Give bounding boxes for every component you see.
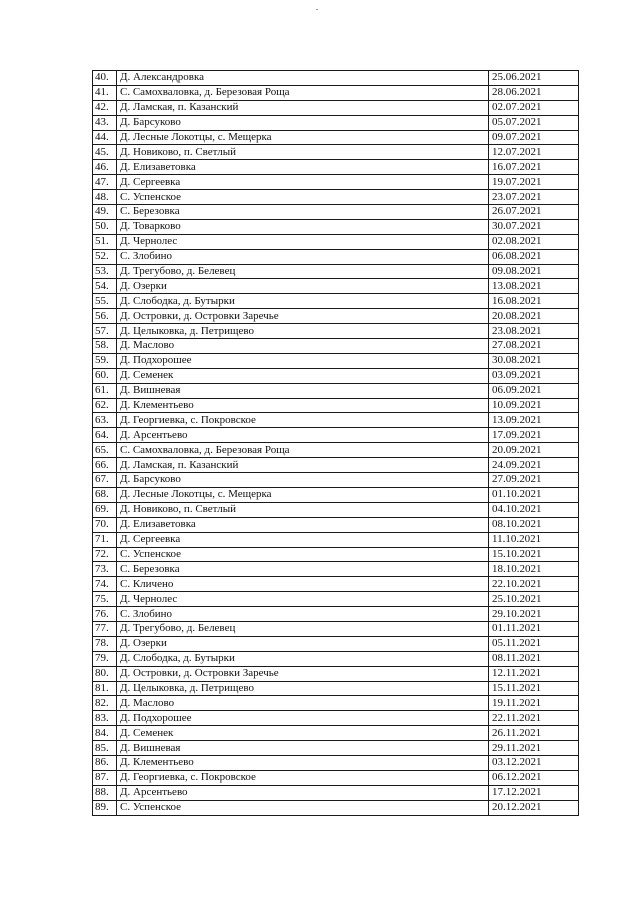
- table-row: [93, 770, 579, 785]
- row-number: 72.: [93, 547, 117, 562]
- row-date: 01.11.2021: [489, 621, 579, 636]
- row-place: С. Самохваловка, д. Березовая Роща: [117, 85, 489, 100]
- row-date: 06.09.2021: [489, 383, 579, 398]
- row-number: 45.: [93, 145, 117, 160]
- row-place: Д. Товарково: [117, 219, 489, 234]
- table-row: [93, 413, 579, 428]
- row-date: 18.10.2021: [489, 562, 579, 577]
- row-date: 23.08.2021: [489, 324, 579, 339]
- row-date: 04.10.2021: [489, 502, 579, 517]
- row-number: 71.: [93, 532, 117, 547]
- row-date: 10.09.2021: [489, 398, 579, 413]
- row-number: 80.: [93, 666, 117, 681]
- row-place: Д. Георгиевка, с. Покровское: [117, 770, 489, 785]
- row-date: 03.12.2021: [489, 755, 579, 770]
- schedule-rows: [93, 71, 579, 816]
- row-number: 62.: [93, 398, 117, 413]
- row-place: Д. Слободка, д. Бутырки: [117, 651, 489, 666]
- row-number: 89.: [93, 800, 117, 815]
- schedule-table: [92, 70, 579, 816]
- row-place: Д. Клементьево: [117, 755, 489, 770]
- row-place: С. Злобино: [117, 607, 489, 622]
- row-place: Д. Подхорошее: [117, 353, 489, 368]
- row-place: Д. Целыковка, д. Петрищево: [117, 681, 489, 696]
- row-number: 65.: [93, 443, 117, 458]
- row-date: 25.10.2021: [489, 592, 579, 607]
- table-row: [93, 71, 579, 86]
- table-row: [93, 130, 579, 145]
- row-place: Д. Сергеевка: [117, 532, 489, 547]
- row-number: 47.: [93, 175, 117, 190]
- row-date: 19.07.2021: [489, 175, 579, 190]
- table-row: [93, 100, 579, 115]
- table-row: [93, 592, 579, 607]
- row-date: 22.11.2021: [489, 711, 579, 726]
- row-number: 85.: [93, 741, 117, 756]
- table-row: [93, 741, 579, 756]
- row-number: 50.: [93, 219, 117, 234]
- row-number: 67.: [93, 473, 117, 488]
- row-place: Д. Ламская, п. Казанский: [117, 100, 489, 115]
- row-place: Д. Арсентьево: [117, 785, 489, 800]
- row-date: 29.11.2021: [489, 741, 579, 756]
- row-number: 52.: [93, 249, 117, 264]
- row-place: С. Березовка: [117, 562, 489, 577]
- row-place: Д. Озерки: [117, 279, 489, 294]
- row-date: 20.09.2021: [489, 443, 579, 458]
- row-number: 53.: [93, 264, 117, 279]
- row-place: Д. Островки, д. Островки Заречье: [117, 309, 489, 324]
- table-row: [93, 577, 579, 592]
- row-date: 02.08.2021: [489, 234, 579, 249]
- table-row: [93, 517, 579, 532]
- row-number: 58.: [93, 339, 117, 354]
- row-date: 20.08.2021: [489, 309, 579, 324]
- table-row: [93, 383, 579, 398]
- row-date: 26.11.2021: [489, 726, 579, 741]
- row-place: Д. Барсуково: [117, 473, 489, 488]
- table-row: [93, 368, 579, 383]
- row-number: 49.: [93, 205, 117, 220]
- row-number: 55.: [93, 294, 117, 309]
- table-row: [93, 458, 579, 473]
- row-place: Д. Ламская, п. Казанский: [117, 458, 489, 473]
- row-place: Д. Островки, д. Островки Заречье: [117, 666, 489, 681]
- table-row: [93, 800, 579, 815]
- row-date: 02.07.2021: [489, 100, 579, 115]
- table-row: [93, 726, 579, 741]
- row-number: 88.: [93, 785, 117, 800]
- row-date: 27.09.2021: [489, 473, 579, 488]
- table-row: [93, 145, 579, 160]
- table-row: [93, 443, 579, 458]
- row-place: Д. Маслово: [117, 339, 489, 354]
- row-date: 03.09.2021: [489, 368, 579, 383]
- table-row: [93, 785, 579, 800]
- row-date: 13.08.2021: [489, 279, 579, 294]
- table-row: [93, 309, 579, 324]
- row-number: 76.: [93, 607, 117, 622]
- row-date: 05.11.2021: [489, 636, 579, 651]
- row-number: 60.: [93, 368, 117, 383]
- row-date: 06.12.2021: [489, 770, 579, 785]
- table-row: [93, 487, 579, 502]
- row-date: 01.10.2021: [489, 487, 579, 502]
- row-date: 12.11.2021: [489, 666, 579, 681]
- row-place: Д. Арсентьево: [117, 428, 489, 443]
- table-row: [93, 219, 579, 234]
- table-row: [93, 473, 579, 488]
- row-number: 86.: [93, 755, 117, 770]
- row-number: 51.: [93, 234, 117, 249]
- row-place: Д. Александровка: [117, 71, 489, 86]
- row-place: Д. Слободка, д. Бутырки: [117, 294, 489, 309]
- table-row: [93, 398, 579, 413]
- row-number: 46.: [93, 160, 117, 175]
- row-date: 28.06.2021: [489, 85, 579, 100]
- row-number: 74.: [93, 577, 117, 592]
- row-place: Д. Чернолес: [117, 234, 489, 249]
- row-place: С. Самохваловка, д. Березовая Роща: [117, 443, 489, 458]
- table-row: [93, 279, 579, 294]
- row-number: 66.: [93, 458, 117, 473]
- row-date: 15.11.2021: [489, 681, 579, 696]
- table-row: [93, 339, 579, 354]
- row-number: 56.: [93, 309, 117, 324]
- row-date: 05.07.2021: [489, 115, 579, 130]
- row-number: 77.: [93, 621, 117, 636]
- row-date: 19.11.2021: [489, 696, 579, 711]
- row-number: 57.: [93, 324, 117, 339]
- row-number: 78.: [93, 636, 117, 651]
- row-date: 12.07.2021: [489, 145, 579, 160]
- row-place: Д. Елизаветовка: [117, 517, 489, 532]
- row-number: 41.: [93, 85, 117, 100]
- row-date: 30.08.2021: [489, 353, 579, 368]
- row-number: 42.: [93, 100, 117, 115]
- table-row: [93, 324, 579, 339]
- table-row: [93, 353, 579, 368]
- row-place: С. Березовка: [117, 205, 489, 220]
- table-row: [93, 160, 579, 175]
- row-date: 26.07.2021: [489, 205, 579, 220]
- row-date: 20.12.2021: [489, 800, 579, 815]
- table-row: [93, 234, 579, 249]
- row-date: 17.09.2021: [489, 428, 579, 443]
- row-date: 16.08.2021: [489, 294, 579, 309]
- table-row: [93, 115, 579, 130]
- row-place: Д. Новиково, п. Светлый: [117, 502, 489, 517]
- row-number: 64.: [93, 428, 117, 443]
- row-number: 68.: [93, 487, 117, 502]
- row-date: 29.10.2021: [489, 607, 579, 622]
- row-number: 73.: [93, 562, 117, 577]
- row-date: 06.08.2021: [489, 249, 579, 264]
- row-number: 59.: [93, 353, 117, 368]
- table-row: [93, 636, 579, 651]
- row-number: 63.: [93, 413, 117, 428]
- row-date: 24.09.2021: [489, 458, 579, 473]
- table-row: [93, 249, 579, 264]
- row-place: Д. Трегубово, д. Белевец: [117, 621, 489, 636]
- row-number: 81.: [93, 681, 117, 696]
- table-row: [93, 607, 579, 622]
- row-number: 82.: [93, 696, 117, 711]
- table-row: [93, 428, 579, 443]
- row-number: 48.: [93, 190, 117, 205]
- row-number: 79.: [93, 651, 117, 666]
- row-date: 08.11.2021: [489, 651, 579, 666]
- table-row: [93, 190, 579, 205]
- table-row: [93, 205, 579, 220]
- row-place: Д. Лесные Локотцы, с. Мещерка: [117, 487, 489, 502]
- row-place: Д. Сергеевка: [117, 175, 489, 190]
- row-place: Д. Елизаветовка: [117, 160, 489, 175]
- row-number: 84.: [93, 726, 117, 741]
- row-place: Д. Маслово: [117, 696, 489, 711]
- row-date: 09.07.2021: [489, 130, 579, 145]
- row-date: 23.07.2021: [489, 190, 579, 205]
- table-row: [93, 651, 579, 666]
- row-date: 27.08.2021: [489, 339, 579, 354]
- row-place: Д. Новиково, п. Светлый: [117, 145, 489, 160]
- table-row: [93, 502, 579, 517]
- row-place: С. Успенское: [117, 547, 489, 562]
- row-place: Д. Трегубово, д. Белевец: [117, 264, 489, 279]
- row-place: Д. Семенек: [117, 726, 489, 741]
- row-place: Д. Вишневая: [117, 383, 489, 398]
- table-row: [93, 85, 579, 100]
- row-place: Д. Барсуково: [117, 115, 489, 130]
- table-row: [93, 175, 579, 190]
- row-place: Д. Вишневая: [117, 741, 489, 756]
- row-place: Д. Клементьево: [117, 398, 489, 413]
- row-date: 25.06.2021: [489, 71, 579, 86]
- row-place: С. Злобино: [117, 249, 489, 264]
- table-row: [93, 562, 579, 577]
- row-place: Д. Семенек: [117, 368, 489, 383]
- row-place: Д. Подхорошее: [117, 711, 489, 726]
- row-place: С. Успенское: [117, 190, 489, 205]
- row-number: 61.: [93, 383, 117, 398]
- row-number: 69.: [93, 502, 117, 517]
- row-date: 09.08.2021: [489, 264, 579, 279]
- row-number: 87.: [93, 770, 117, 785]
- row-number: 43.: [93, 115, 117, 130]
- row-place: Д. Озерки: [117, 636, 489, 651]
- row-date: 17.12.2021: [489, 785, 579, 800]
- row-date: 22.10.2021: [489, 577, 579, 592]
- table-row: [93, 621, 579, 636]
- row-date: 16.07.2021: [489, 160, 579, 175]
- page-mark: [316, 9, 318, 10]
- table-row: [93, 294, 579, 309]
- table-row: [93, 755, 579, 770]
- row-number: 44.: [93, 130, 117, 145]
- table-row: [93, 532, 579, 547]
- row-place: Д. Георгиевка, с. Покровское: [117, 413, 489, 428]
- row-place: С. Кличено: [117, 577, 489, 592]
- row-place: Д. Лесные Локотцы, с. Мещерка: [117, 130, 489, 145]
- row-number: 83.: [93, 711, 117, 726]
- row-number: 40.: [93, 71, 117, 86]
- row-date: 30.07.2021: [489, 219, 579, 234]
- table-row: [93, 711, 579, 726]
- table-row: [93, 547, 579, 562]
- row-number: 54.: [93, 279, 117, 294]
- row-date: 11.10.2021: [489, 532, 579, 547]
- table-row: [93, 681, 579, 696]
- row-place: Д. Чернолес: [117, 592, 489, 607]
- row-date: 15.10.2021: [489, 547, 579, 562]
- table-row: [93, 666, 579, 681]
- row-date: 08.10.2021: [489, 517, 579, 532]
- table-row: [93, 696, 579, 711]
- row-place: С. Успенское: [117, 800, 489, 815]
- row-number: 75.: [93, 592, 117, 607]
- row-date: 13.09.2021: [489, 413, 579, 428]
- row-number: 70.: [93, 517, 117, 532]
- row-place: Д. Целыковка, д. Петрищево: [117, 324, 489, 339]
- table-row: [93, 264, 579, 279]
